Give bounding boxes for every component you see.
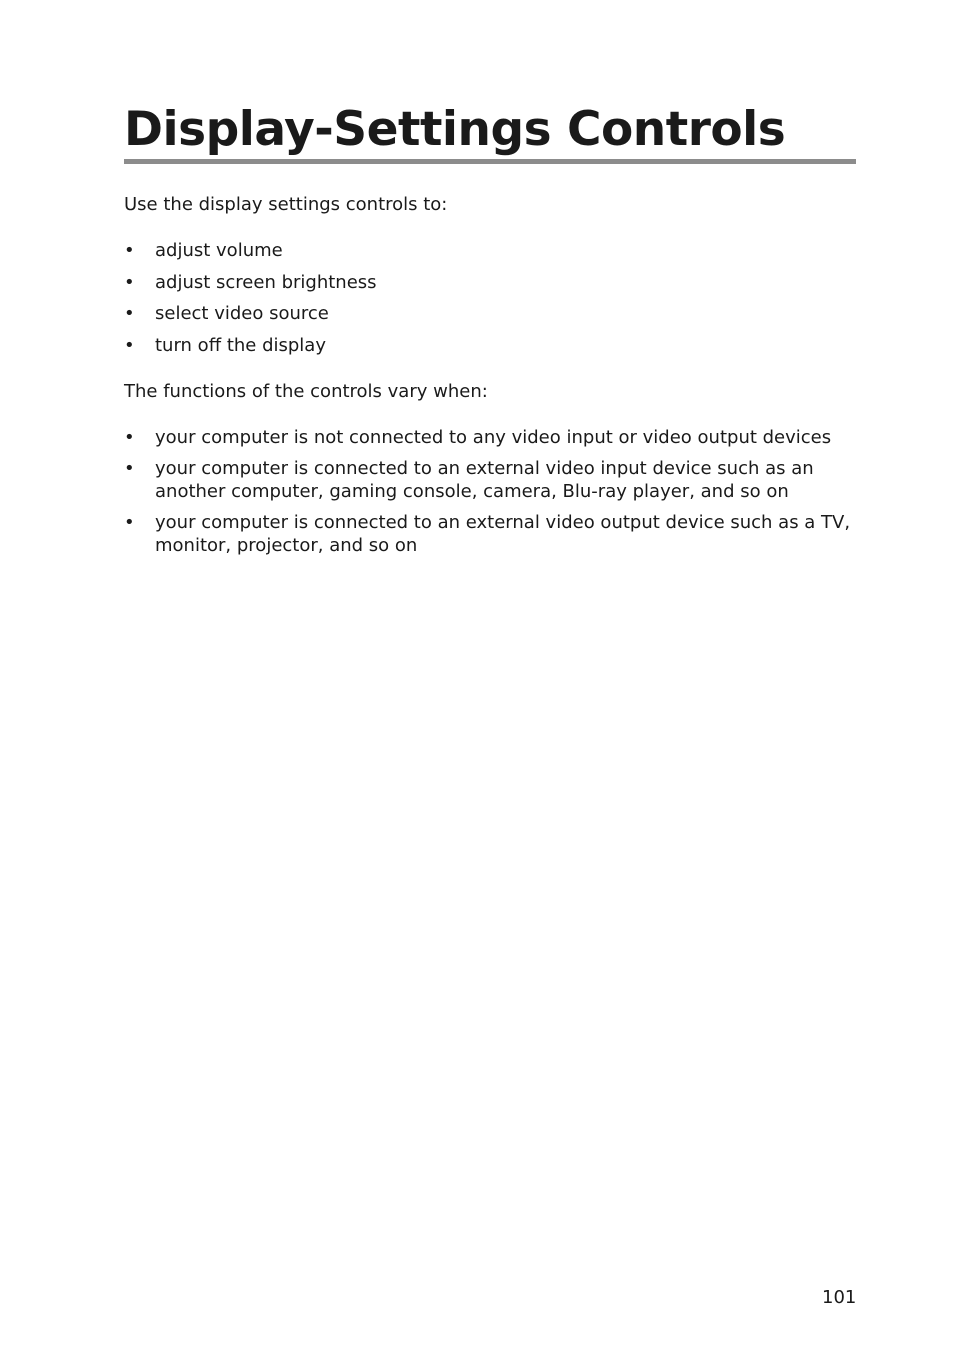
conditions-list — [124, 426, 856, 565]
list-item-text: your computer is connected to an external video input device such as an another computer, gaming console, camera, Blu-ray player, and so on — [155, 458, 814, 502]
page-number: 101 — [822, 1287, 857, 1308]
bullet-icon: • — [124, 512, 135, 533]
bullet-icon: • — [124, 271, 135, 293]
list-item — [124, 511, 856, 557]
list-item-text: adjust screen brightness — [155, 271, 377, 293]
list-item — [124, 239, 856, 262]
list-item-text: your computer is not connected to any video input or video output devices — [155, 427, 832, 448]
list-item — [124, 302, 856, 325]
list-item — [124, 334, 856, 357]
list-item — [124, 426, 856, 449]
bullet-icon: • — [124, 458, 135, 479]
list-item-text: your computer is connected to an external video output device such as a TV, monitor, projector, and so on — [155, 512, 851, 556]
list-item-text: select video source — [155, 303, 329, 324]
bullet-icon: • — [124, 240, 135, 261]
controls-list — [124, 239, 856, 365]
list-item — [124, 271, 856, 294]
list-item — [124, 457, 856, 503]
title-underline-rule — [124, 159, 856, 164]
bullet-icon: • — [124, 427, 135, 448]
bullet-icon: • — [124, 334, 135, 356]
list-item-text: turn off the display — [155, 334, 326, 356]
bullet-icon: • — [124, 303, 135, 324]
list-item-text: adjust volume — [155, 240, 283, 261]
page-title: Display-Settings Controls — [124, 102, 786, 157]
intro-paragraph: Use the display settings controls to: — [124, 194, 448, 215]
functions-paragraph: The functions of the controls vary when: — [124, 381, 488, 402]
